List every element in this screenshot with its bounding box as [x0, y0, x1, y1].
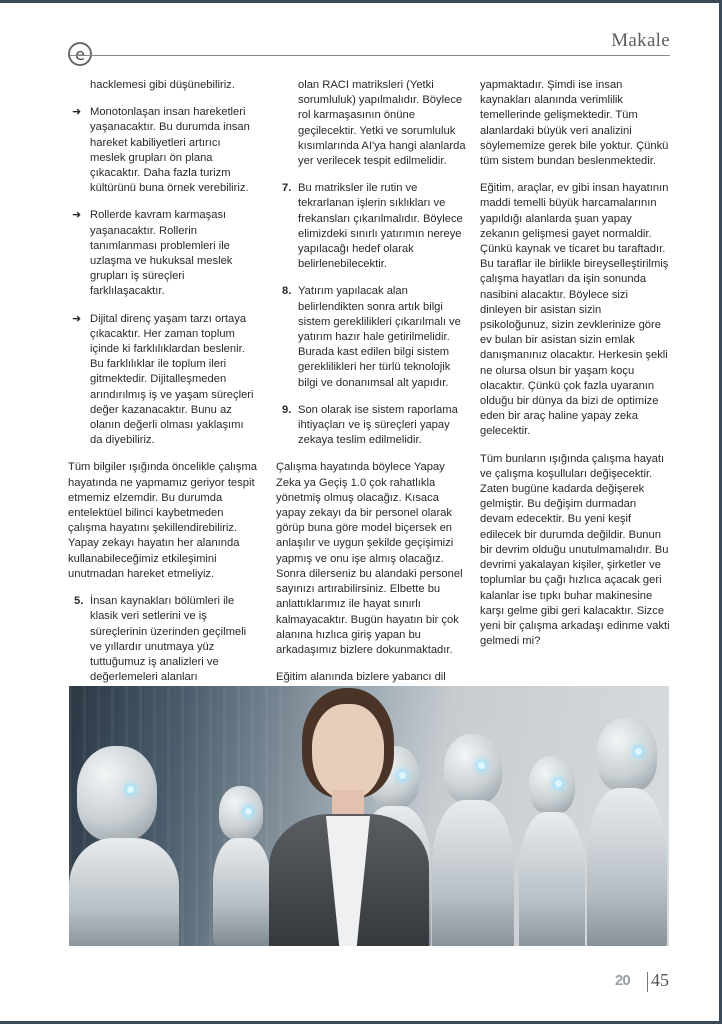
item-text: İnsan kaynakları bölümleri ile klasik veri setlerini ve iş süreçlerinin üzerinden geçilmeli ve yıllardır unutmaya yüz tuttuğumuz iş analizleri ve değerlemeleri alanları	[90, 595, 247, 684]
robot-body	[69, 838, 179, 946]
robot-body	[519, 812, 585, 946]
item-text: Yatırım yapılacak alan belirlendikten sonra artık bilgi sistem gereklilikleri çıkarılmalı ve yatırım hazır hale getirilmelidir. Burada kast edilen bilgi sistem gereklilikleri her türlü teknolojik bilgi ve donanımsal alt yapıdır.	[298, 285, 461, 389]
arrow-bullet-icon: ➜	[72, 209, 82, 222]
article-photo	[69, 686, 669, 946]
header-rule	[70, 55, 670, 56]
robot-head	[444, 734, 502, 804]
robot-head	[77, 746, 157, 841]
body-paragraph: Çalışma hayatında böylece Yapay Zeka ya Geçiş 1.0 çok rahatlıkla yönetmiş olmuş olacağız. Kısaca yapay zekayı da bir personel olarak görüp buna göre model biçersek en anlaşılır ve uygun şekilde geçişimizi yapmış ve onu işe almış olacağız. Sonra dilerseniz bu alandaki personel sayınızı artırabilirsiniz. Elbette bu anlattıklarımız ile hayat sınırlı kalmayacaktır. Bugün hayatın bir çok alanına hızlıca giriş yapan bu arkadaşımız bizlere dokunmaktadır.	[276, 461, 463, 656]
item-text: Bu matriksler ile rutin ve tekrarlanan işlerin sıklıkları ve frekansları çıkarılmalıdır. Böylece elimizdeki sınırlı yatırımın nereye yapılacağı hedef olarak belirlenebilecektir.	[298, 182, 463, 271]
column1-top-fragment: hacklemesi gibi düşünebiliriz.	[90, 79, 235, 91]
item-number: 8.	[282, 285, 292, 298]
robot-body	[213, 838, 271, 946]
top-frame-border	[0, 0, 722, 3]
column-1	[68, 78, 258, 755]
numbered-item	[276, 284, 466, 390]
section-label: Makale	[611, 30, 670, 51]
robot-eye-icon	[478, 762, 485, 769]
item-text: Son olarak ise sistem raporlama ihtiyaçları ve iş süreçleri yapay zekaya teslim edilmelidir.	[298, 403, 458, 447]
robot-body	[432, 800, 514, 946]
robot-head	[529, 756, 575, 814]
numbered-item	[276, 181, 466, 272]
magazine-logo-icon	[68, 42, 92, 66]
body-paragraph: Tüm bunların ışığında çalışma hayatı ve çalışma koşulluları değişecektir. Zaten bugüne kadarda değişerek gelmiştir. Bu değişim durmadan devam edecektir. Bu yeni keşif edilecek bir durumda değildir. Bunun bir devrim olduğu unutulmamalıdır. Bu devrimi yakalayan kişiler, şirketler ve toplumlar bu çağı hızlıca açacak geri kalanlar ise tıpkı buhar makinesine karşı gelme gibi geri kalacaktır. Sizce yeni bir çalışma arkadaşı edinme vakti gelmedi mi?	[480, 452, 670, 648]
column-3	[480, 78, 670, 661]
item-number: 9.	[282, 403, 292, 416]
arrow-bullet-icon: ➜	[72, 106, 82, 119]
arrow-bullet-icon: ➜	[72, 312, 82, 325]
body-paragraph: Eğitim alanında bizlere yabancı dil	[276, 671, 446, 684]
item-number: 7.	[282, 182, 292, 195]
numbered-item	[276, 403, 466, 449]
bullet-text: Rollerde kavram karmaşası yaşanacaktır. Rollerin tanımlanması problemleri ile uzlaşma ve hukuksal meslek grupları iş süreçleri farklılaşacaktır.	[90, 209, 233, 298]
bullet-text: Monotonlaşan insan hareketleri yaşanacaktır. Bu durumda insan hareket kabiliyetleri artırıcı meslek grupları ön plana çıkacaktır. Daha fazla turizm kültürünü buna örnek verebiliriz.	[90, 106, 250, 195]
magazine-anniversary-logo: 20	[615, 972, 630, 989]
bullet-text: Dijital direnç yaşam tarzı ortaya çıkacaktır. Her zaman toplum içinde ki farklılıklardan beslenir. Bu farklılıklar ile toplum ileri gitmektedir. Dijitalleşmeden arındırılmış iş ve yaşam süreçleri değer kazanacaktır. Bunu az olanın değerli olması yaklaşımı da diyebiliriz.	[90, 312, 254, 447]
robot-eye-icon	[555, 780, 562, 787]
item-number: 5.	[74, 595, 84, 608]
body-paragraph: yapmaktadır. Şimdi ise insan kaynakları alanında verimlilik temellerinde gelişmektedir. Tüm alanlardaki büyük veri analizini söylememize gerek bile yoktur. Çünkü tüm sistem bundan beslenmektedir.	[480, 79, 669, 168]
robot-eye-icon	[245, 808, 252, 815]
numbered-item	[68, 594, 258, 700]
robot-eye-icon	[635, 748, 642, 755]
woman-figure	[264, 686, 434, 946]
robot-eye-icon	[127, 786, 134, 793]
page-number: 45	[651, 970, 669, 990]
body-paragraph: Tüm bilgiler ışığında öncelikle çalışma hayatında ne yapmamız geriyor tespit etmemiz elzemdir. Bu durumda entelektüel bilinci kaybetmeden çalışma hayatını şekillendirebiliriz. Yapay zekayı hayatın her alanında kullanabileceğimiz etkileşimini unutmadan hareket etmeliyiz.	[68, 461, 258, 580]
bullet-item	[68, 105, 258, 196]
woman-face	[312, 704, 384, 800]
footer-separator	[647, 972, 648, 992]
robot-body	[587, 788, 667, 946]
robot-head	[597, 718, 657, 792]
column2-continuation: olan RACI matriksleri (Yetki sorumluluk) yapılmalıdır. Böylece rol karmaşasının önüne geçilecektir. Yetki ve sorumluluk kısımlarında AI'ya hangi alanlarda yer verilecek tespit edilmelidir.	[298, 79, 466, 168]
bullet-item	[68, 208, 258, 299]
bullet-item	[68, 312, 258, 449]
robot-head	[219, 786, 263, 840]
body-paragraph: Eğitim, araçlar, ev gibi insan hayatının maddi temelli büyük harcamalarının yapıldığı alanlarda şuan yapay zekanın gelişmesi gayet normaldir. Çünkü kaynak ve ticaret bu taraftadır. Bu taraflar ile birlikle bireyselleştirilmiş çalışma hayatları da işin sonunda nasibini alacaktır. Böylece sizi dinleyen bir asistan sizin psikoloğunuz, sizin zevklerinize göre ev bulan bir asistan sizin emlak danışmanınız olacaktır. Herkesin şekli ne olursa olsun bir yaşam koçu olacaktır. Çünkü çok fazla uyaranın olduğu bir dünya da bizi de optimize eden bir araç haline yapay zeka gelecektir.	[480, 182, 669, 438]
column-2	[276, 78, 466, 728]
